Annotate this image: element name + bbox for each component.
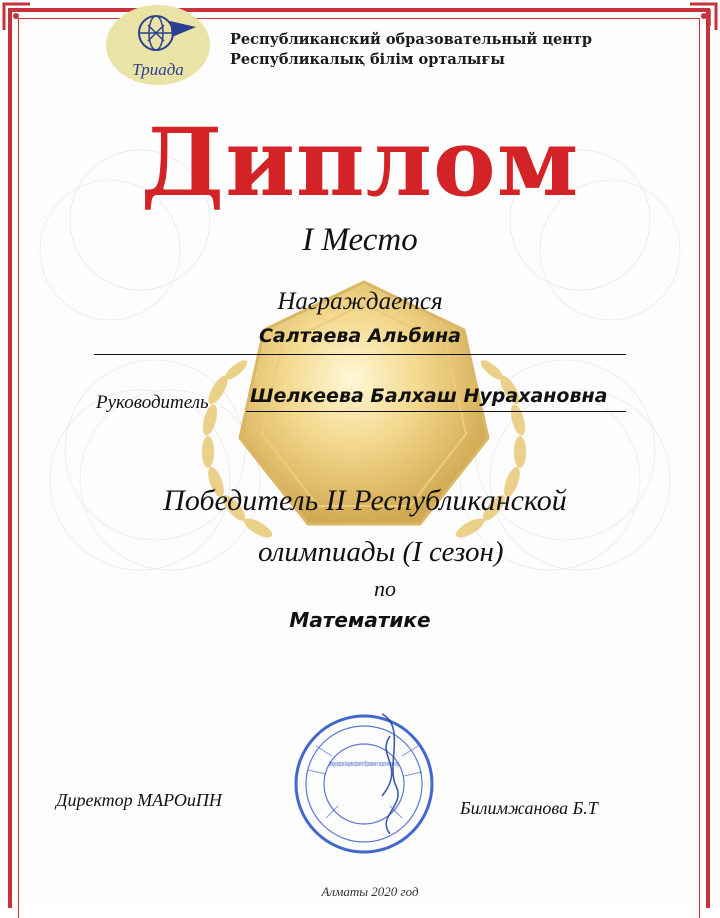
triada-logo [104,3,212,87]
awarded-label: Награждается [277,288,443,315]
org-line-kz: Республикалық білім орталығы [230,51,505,68]
achievement-line-1: Победитель II Республиканской [163,484,567,517]
underline-student [94,354,626,355]
signer-name: Билимжанова Б.Т [460,798,598,818]
place-label: I Место [302,222,418,258]
organization-name [230,30,592,70]
diploma-title: Диплом [140,108,580,218]
director-signature-label: Директор МАРОиПН [56,790,222,810]
official-stamp [286,706,442,856]
subject-name: Математике [289,608,431,632]
org-line-ru: Республиканский образовательный центр [230,31,593,48]
achievement-line-2: олимпиады (I сезон) [258,536,504,568]
achievement-po: по [374,576,396,601]
corner-ornament-icon [686,0,720,34]
stamp-text: Международная Академия развития Образования и педагогических наук [329,760,399,768]
student-name: Салтаева Альбина [258,325,462,347]
footer-city-year: Алматы 2020 год [321,884,419,899]
corner-ornament-icon [0,0,34,34]
underline-leader [246,411,626,412]
leader-name: Шелкеева Балхаш Нурахановна [250,385,608,407]
leader-label: Руководитель [96,392,209,413]
logo-text: Триада [132,60,184,79]
